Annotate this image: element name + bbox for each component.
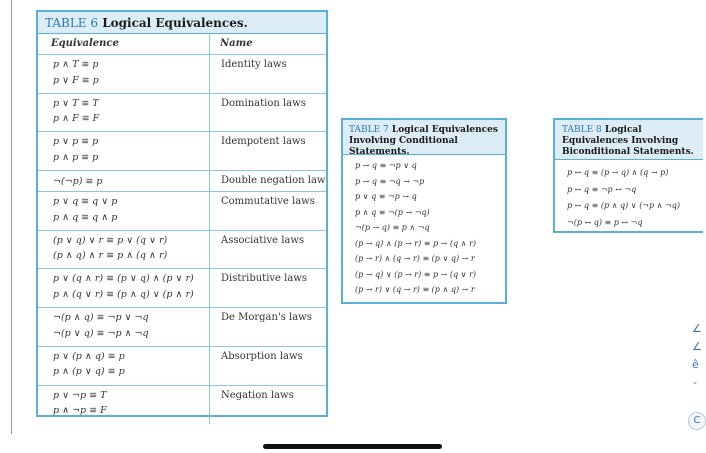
equivalence-line: p ∧ T ≡ p [53, 59, 99, 70]
list-item: p ∨ q ≡ ¬p → q [355, 192, 417, 201]
left-divider [11, 0, 12, 434]
table-6-grid [38, 34, 326, 415]
law-name: Negation laws [221, 389, 294, 401]
list-item: p → q ≡ ¬q → ¬p [355, 176, 425, 186]
equivalence-line: p ∧ (p ∨ q) ≡ p [53, 366, 125, 378]
list-item: (p → q) ∧ (p → r) ≡ p → (q ∧ r) [355, 238, 477, 248]
list-item: (p → q) ∨ (p → r) ≡ p → (q ∨ r) [355, 269, 477, 279]
equivalence-line: p ∨ (q ∧ r) ≡ (p ∨ q) ∧ (p ∨ r) [53, 273, 194, 285]
table-row-commutative [38, 192, 326, 231]
law-name: Commutative laws [221, 196, 315, 208]
table-row-distributive [38, 269, 326, 308]
law-name: Absorption laws [221, 350, 303, 362]
equivalence-line: ¬(p ∧ q) ≡ ¬p ∨ ¬q [53, 312, 149, 324]
table-6-caption [38, 12, 326, 34]
edge-glyph: ∠ [692, 340, 702, 353]
law-name: Double negation law [221, 175, 326, 187]
edge-glyph: ê [692, 358, 699, 371]
equivalence-line: p ∨ q ≡ q ∨ p [53, 196, 118, 208]
equivalence-line: ¬(p ∨ q) ≡ ¬p ∧ ¬q [53, 327, 149, 339]
law-name: De Morgan's laws [221, 312, 312, 324]
table-8 [553, 118, 703, 233]
equivalence-line: p ∧ ¬p ≡ F [53, 405, 107, 416]
law-name: Domination laws [221, 97, 306, 109]
law-name: Distributive laws [221, 273, 308, 285]
equivalence-line: p ∨ F ≡ p [53, 74, 99, 86]
equivalence-line: p ∨ p ≡ p [53, 136, 99, 148]
table-6 [36, 10, 328, 417]
table-row-negation [38, 386, 326, 425]
list-item: p ↔ q ≡ (p → q) ∧ (q → p) [567, 168, 669, 177]
table-8-title: Logical Equivalences Involving Biconditional Statements. [562, 125, 694, 157]
equivalence-line: p ∨ (p ∧ q) ≡ p [53, 350, 125, 362]
table-7-list [343, 155, 505, 298]
table-row-domination [38, 94, 326, 133]
table-7-number: TABLE 7 [349, 125, 389, 135]
law-name: Idempotent laws [221, 136, 306, 148]
table-6-title: Logical Equivalences. [102, 16, 248, 30]
list-item: p → q ≡ ¬p ∨ q [355, 161, 417, 170]
table-7-caption [343, 120, 505, 155]
list-item: p ↔ q ≡ ¬p ↔ ¬q [567, 184, 637, 194]
table-row-double-negation [38, 171, 326, 192]
home-indicator-bar[interactable] [263, 444, 442, 449]
list-item: (p → r) ∧ (q → r) ≡ (p ∨ q) → r [355, 254, 475, 263]
table-7-title: Logical Equivalences Involving Conditional Statements. [349, 125, 498, 157]
law-name: Identity laws [221, 59, 287, 70]
equivalence-line: p ∧ p ≡ p [53, 151, 99, 163]
edge-glyph: - [693, 376, 697, 389]
equivalence-line: p ∧ q ≡ q ∧ p [53, 211, 118, 223]
equivalence-line: (p ∨ q) ∨ r ≡ p ∨ (q ∨ r) [53, 234, 168, 246]
corner-button[interactable]: C [688, 412, 706, 430]
table-6-number: TABLE 6 [45, 16, 99, 30]
list-item: p ↔ q ≡ (p ∧ q) ∨ (¬p ∧ ¬q) [567, 201, 681, 210]
table-8-number: TABLE 8 [562, 125, 602, 135]
equivalence-line: ¬(¬p) ≡ p [53, 176, 103, 188]
list-item: p ∧ q ≡ ¬(p → ¬q) [355, 207, 430, 217]
table-7 [341, 118, 507, 304]
list-item: ¬(p → q) ≡ p ∧ ¬q [355, 223, 430, 232]
table-6-header-row [38, 34, 326, 55]
equivalence-line: p ∧ F ≡ F [53, 113, 100, 125]
list-item: ¬(p ↔ q) ≡ p ↔ ¬q [567, 217, 643, 227]
edge-glyph: ∠ [692, 322, 702, 335]
law-name: Associative laws [221, 234, 305, 246]
table-row-absorption [38, 347, 326, 386]
table-row-identity [38, 55, 326, 94]
table-row-associative [38, 231, 326, 270]
equivalence-line: p ∧ (q ∨ r) ≡ (p ∧ q) ∨ (p ∧ r) [53, 288, 194, 300]
table-row-de-morgan [38, 308, 326, 347]
column-header-name: Name [220, 38, 253, 49]
equivalence-line: p ∨ ¬p ≡ T [53, 389, 107, 401]
column-header-equivalence: Equivalence [38, 34, 210, 54]
list-item: (p → r) ∨ (q → r) ≡ (p ∧ q) → r [355, 285, 475, 294]
equivalence-line: p ∨ T ≡ T [53, 97, 99, 109]
table-row-idempotent [38, 132, 326, 171]
table-8-caption [555, 120, 703, 160]
table-8-list [555, 160, 703, 231]
equivalence-line: (p ∧ q) ∧ r ≡ p ∧ (q ∧ r) [53, 250, 168, 262]
